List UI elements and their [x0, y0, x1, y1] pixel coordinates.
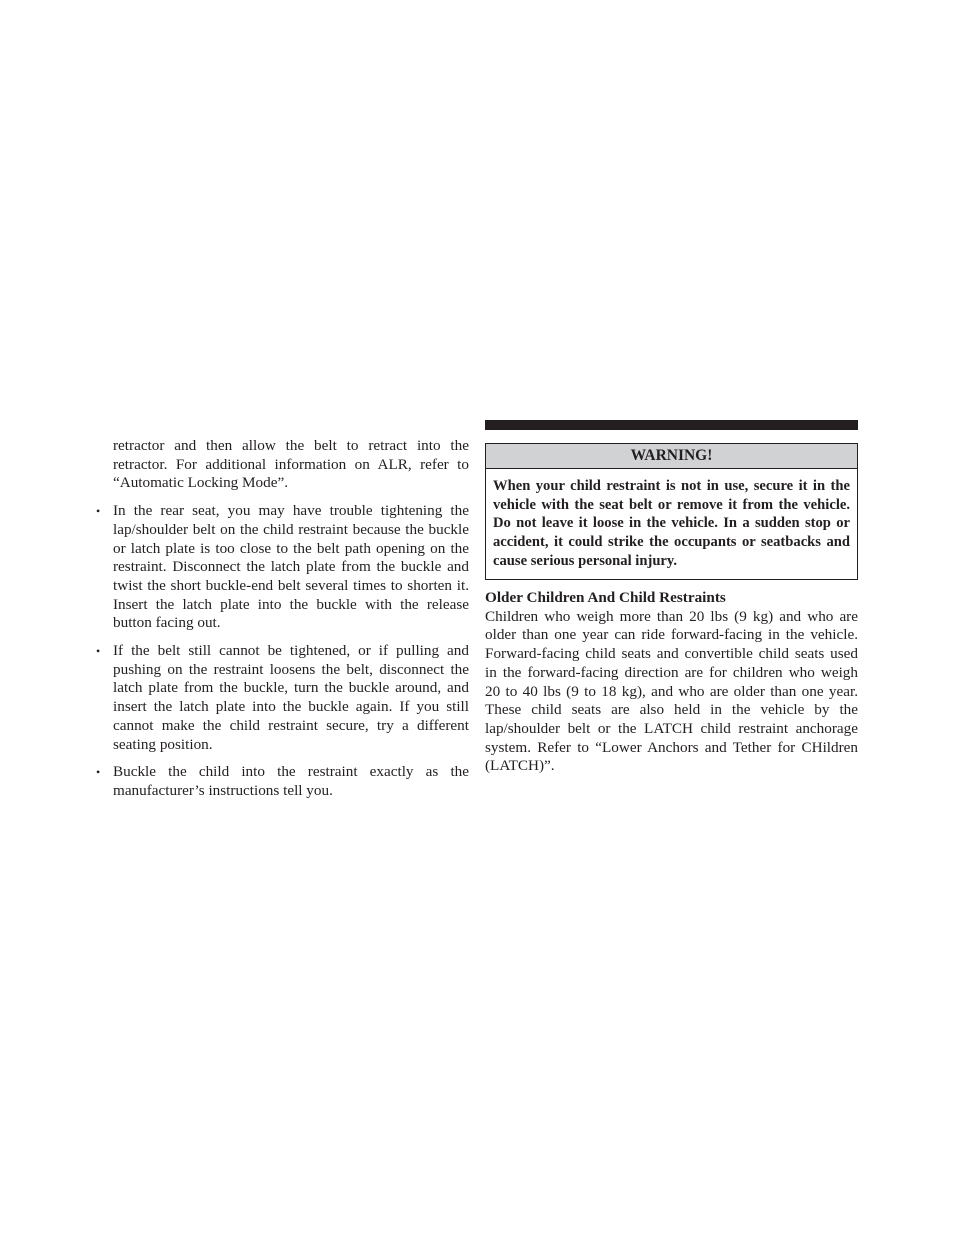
warning-text: When your child restraint is not in use, secure it in the vehicle with the seat belt or remove it from the vehicle. Do not leave it loose in the vehicle. In a sudden stop or accident, it could strike the occupants or seatbacks and cause serious personal injury.	[493, 478, 850, 569]
bullet-icon: •	[96, 644, 101, 659]
list-item-text: Buckle the child into the restraint exactly as the manufacturer’s instructions tell you.	[113, 763, 469, 799]
right-column	[485, 589, 858, 776]
section-rule	[485, 420, 858, 430]
list-item	[96, 642, 469, 754]
section-heading: Older Children And Child Restraints	[485, 589, 726, 606]
list-item	[96, 502, 469, 633]
bullet-icon: •	[96, 504, 101, 519]
continuation-paragraph: retractor and then allow the belt to retract into the retractor. For additional information on ALR, refer to “Automatic Locking Mode”.	[113, 437, 469, 492]
list-item	[96, 763, 469, 800]
left-column	[96, 437, 469, 801]
warning-box	[485, 443, 858, 580]
bullet-icon: •	[96, 765, 101, 780]
list-item-text: In the rear seat, you may have trouble tightening the lap/shoulder belt on the child restraint because the buckle or latch plate is too close to the belt path opening on the restraint. Disconnect the latch plate from the buckle and twist the short buckle-end belt several times to shorten it. Insert the latch plate into the buckle with the release button facing out.	[113, 502, 469, 632]
list-item-text: If the belt still cannot be tightened, or if pulling and pushing on the restraint loosens the belt, disconnect the latch plate from the buckle, turn the buckle around, and insert the latch plate into the buckle again. If you still cannot make the child restraint secure, try a different seating position.	[113, 642, 469, 753]
bullet-list	[96, 502, 469, 801]
warning-title: WARNING!	[486, 444, 857, 469]
section-body: Children who weigh more than 20 lbs (9 kg) and who are older than one year can ride forward-facing in the vehicle. Forward-facing child seats and convertible child seats used in the forward-facing direction are for children who weigh 20 to 40 lbs (9 to 18 kg), and who are older than one year. These child seats are also held in the vehicle by the lap/shoulder belt or the LATCH child restraint anchorage system. Refer to “Lower Anchors and Tether for CHildren (LATCH)”.	[485, 607, 858, 775]
